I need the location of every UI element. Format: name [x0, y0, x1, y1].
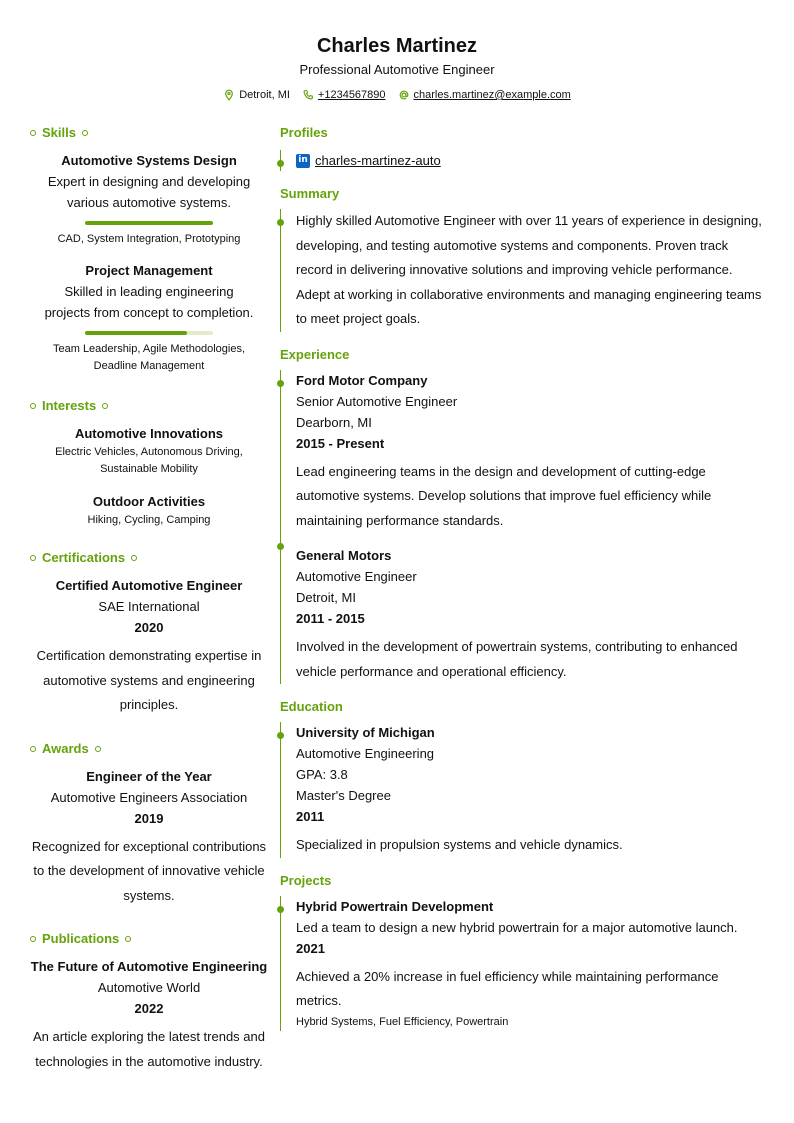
skill-item: [30, 150, 268, 248]
skill-level-fill: [85, 331, 187, 335]
publication-item: [30, 956, 268, 1074]
contact-location: [223, 88, 290, 102]
experience-date: 2015 - Present: [296, 435, 385, 451]
project-keywords: Hybrid Systems, Fuel Efficiency, Powertrain: [296, 1015, 509, 1028]
right-column: [280, 124, 764, 1031]
skill-level-fill: [85, 221, 213, 225]
award-issuer: Automotive Engineers Association: [50, 789, 248, 805]
publication-description: An article exploring the latest trends and technologies in the automotive industry.: [33, 1029, 265, 1069]
experience-location: Detroit, MI: [296, 590, 356, 605]
summary-text: Highly skilled Automotive Engineer with over 11 years of experience in designing, developing, and testing automotive systems and components. Proven track record in delivering innovative solutions and improving vehicle performance. Adept at working in collaborative environments and managing engineering teams to meet project goals.: [296, 213, 762, 326]
experience-company: Ford Motor Company: [296, 372, 428, 388]
award-item: [30, 766, 268, 909]
certifications-section-title: Certifications: [30, 549, 268, 567]
skill-description: Expert in designing and developing various automotive systems.: [47, 174, 251, 210]
project-description: Led a team to design a new hybrid powertrain for a major automotive launch.: [296, 919, 738, 935]
phone-icon: [302, 89, 314, 101]
experience-location: Dearborn, MI: [296, 414, 372, 430]
education-section-title: Education: [280, 699, 343, 714]
education-date: 2011: [296, 809, 325, 824]
publication-name: The Future of Automotive Engineering: [30, 959, 268, 974]
skill-level-bar: [85, 331, 213, 335]
skill-name: Automotive Systems Design: [61, 153, 237, 168]
education-area: Automotive Engineering: [296, 746, 435, 761]
ring-bullet-icon: [30, 555, 36, 561]
projects-section-title: Projects: [280, 872, 332, 888]
project-name: Hybrid Powertrain Development: [296, 898, 494, 914]
ring-bullet-icon: [30, 403, 36, 409]
publication-date: 2022: [134, 1001, 164, 1016]
experience-position: Automotive Engineer: [296, 569, 417, 584]
interest-name: Outdoor Activities: [92, 494, 206, 509]
summary-section-title: Summary: [280, 186, 340, 201]
skill-name: Project Management: [85, 263, 213, 278]
summary-entry: [280, 209, 764, 332]
contact-phone[interactable]: [302, 88, 386, 102]
awards-section-title: Awards: [30, 740, 268, 758]
project-summary: Achieved a 20% increase in fuel efficiency while maintaining performance metrics.: [296, 968, 719, 1008]
skills-section-title: Skills: [30, 124, 268, 142]
skill-description: Skilled in leading engineering projects from concept to completion.: [44, 284, 254, 320]
certification-date: 2020: [134, 620, 164, 635]
experience-summary: Involved in the development of powertrain systems, contributing to enhanced vehicle performance and operational efficiency.: [296, 639, 738, 679]
ring-bullet-icon: [131, 555, 137, 561]
interest-name: Automotive Innovations: [74, 426, 224, 441]
certification-issuer: SAE International: [98, 599, 200, 614]
education-institution: University of Michigan: [296, 725, 435, 740]
ring-bullet-icon: [30, 936, 36, 942]
ring-bullet-icon: [82, 130, 88, 136]
education-entry: [280, 722, 764, 858]
interest-item: [30, 423, 268, 478]
ring-bullet-icon: [102, 403, 108, 409]
ring-bullet-icon: [125, 936, 131, 942]
profile-link[interactable]: charles-martinez-auto: [315, 153, 441, 168]
experience-section-title: Experience: [280, 346, 350, 362]
education-degree: Master's Degree: [296, 788, 391, 803]
certification-description: Certification demonstrating expertise in automotive systems and engineering principles.: [36, 648, 262, 712]
profiles-section-title: Profiles: [280, 125, 328, 140]
certification-name: Certified Automotive Engineer: [55, 578, 243, 593]
experience-entry: [280, 370, 764, 534]
experience-summary: Lead engineering teams in the design and development of cutting-edge automotive systems. Develop solutions that improve fuel efficiency while maintaining performance standards.: [296, 463, 712, 528]
map-pin-icon: [223, 89, 235, 101]
candidate-headline: Professional Automotive Engineer: [299, 62, 495, 77]
publications-section-title: Publications: [30, 930, 268, 948]
contact-email[interactable]: [398, 88, 571, 102]
linkedin-icon: in: [296, 154, 310, 168]
ring-bullet-icon: [30, 746, 36, 752]
skill-keywords: CAD, System Integration, Prototyping: [57, 233, 241, 245]
profile-entry: [280, 150, 764, 171]
project-date: 2021: [296, 940, 325, 956]
experience-date: 2011 - 2015: [296, 611, 365, 626]
education-summary: Specialized in propulsion systems and vehicle dynamics.: [296, 837, 623, 852]
education-score: GPA: 3.8: [296, 767, 348, 782]
email-link[interactable]: charles.martinez@example.com: [413, 89, 571, 101]
ring-bullet-icon: [95, 746, 101, 752]
experience-entry: [280, 533, 764, 684]
contact-row: [0, 88, 794, 102]
ring-bullet-icon: [30, 130, 36, 136]
experience-company: General Motors: [296, 548, 392, 563]
skill-keywords: Team Leadership, Agile Methodologies, Deadline Management: [52, 343, 245, 372]
at-sign-icon: [398, 89, 410, 101]
interest-keywords: Electric Vehicles, Autonomous Driving, Sustainable Mobility: [55, 446, 243, 475]
interest-item: [30, 491, 268, 529]
skill-item: [30, 260, 268, 375]
award-date: 2019: [134, 810, 164, 826]
resume-header: [0, 34, 794, 102]
certification-item: [30, 575, 268, 718]
award-description: Recognized for exceptional contributions to the development of innovative vehicle systems.: [31, 838, 267, 903]
publication-publisher: Automotive World: [97, 980, 201, 995]
interest-keywords: Hiking, Cycling, Camping: [87, 514, 211, 526]
award-name: Engineer of the Year: [86, 768, 212, 784]
skill-level-bar: [85, 221, 213, 225]
candidate-name: Charles Martinez: [316, 35, 478, 57]
profile-row: [296, 150, 764, 171]
experience-position: Senior Automotive Engineer: [296, 393, 458, 409]
left-column: [30, 124, 268, 1074]
phone-link[interactable]: +1234567890: [317, 89, 386, 101]
location-text: Detroit, MI: [239, 89, 290, 101]
project-entry: [280, 896, 764, 1031]
interests-section-title: Interests: [30, 397, 268, 415]
